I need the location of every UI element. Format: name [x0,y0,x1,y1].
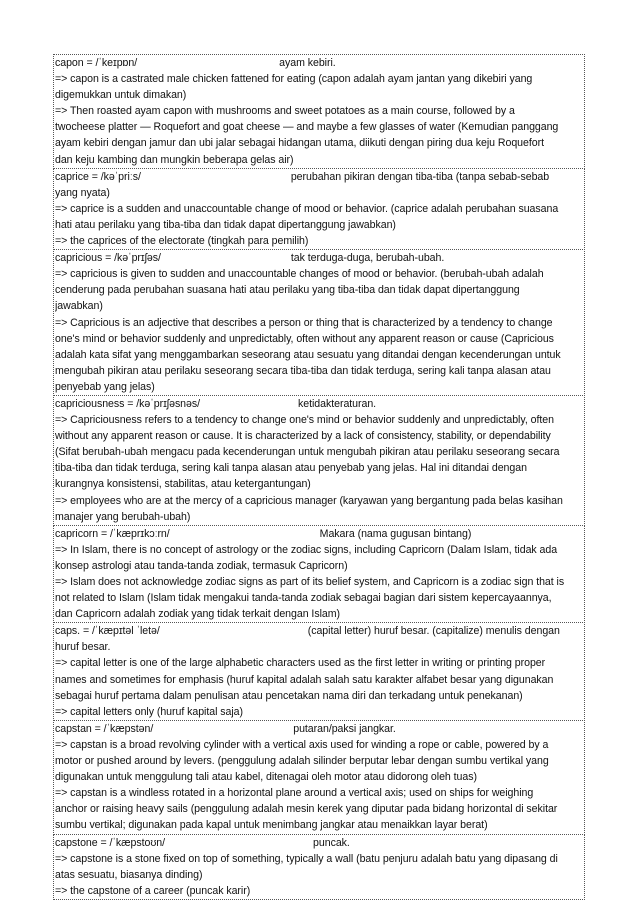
entry-text-line: (Sifat berubah-ubah mengacu pada kecenderungan untuk mengubah pikiran atau perilaku seseorang secara [55,446,560,459]
glossary-entry [53,720,585,835]
entry-text-line: tiba-tiba dan tidak terduga, sering kali tanpa alasan atau penyebab yang jelas. Hal ini ditandai dengan [55,462,527,475]
entry-headword-line [55,835,583,851]
entry-text-line: => capstan is a broad revolving cylinder with a vertical axis used for winding a rope or cable, powered by a [55,738,549,751]
entry-text-line: huruf besar. [55,641,111,654]
headword-pronunciation: capstan = /ˈkæpstən/ [55,722,154,735]
entry-text-line: dan keju kambing dan mungkin beberapa gelas air) [55,153,294,166]
entry-text-line: mengubah pikiran atau perilaku seseorang secara tiba-tiba dan tidak terduga, sering kali tanpa alasan atau [55,364,551,377]
headword-translation: ketidakteraturan. [298,397,377,410]
headword-translation: ayam kebiri. [279,57,336,69]
entry-text-line: twocheese platter — Roquefort and goat cheese — and maybe a few glasses of water (Kemudian panggang [55,121,559,134]
headword-translation: putaran/paksi jangkar. [293,722,396,735]
entry-headword-line [55,526,583,542]
glossary-entry [53,54,585,169]
entry-text-line: jawabkan) [55,300,103,313]
entry-headword-line [55,623,583,639]
entry-text-line: kurangnya konsistensi, stabilitas, atau ketergantungan) [55,478,311,491]
entry-text-line: => capon is a castrated male chicken fattened for eating (capon adalah ayam jantan yang dikebiri yang [55,73,533,86]
entry-text-line: => Islam does not acknowledge zodiac signs as part of its belief system, and Capricorn is a zodiac sign that is [55,576,565,588]
entry-text-line: not related to Islam (Islam tidak mengakui tanda-tanda zodiak sebagai bagian dari sistem kepercayaannya, [55,592,552,605]
entry-text-line: atas sesuatu, biasanya dinding) [55,868,203,881]
headword-translation: puncak. [313,836,350,849]
headword-pronunciation: capriciousness = /kəˈprɪʃəsnəs/ [55,397,201,410]
headword-translation: tak terduga-duga, berubah-ubah. [290,252,445,265]
glossary-document [53,55,585,900]
entry-text-line: => Then roasted ayam capon with mushrooms and sweet potatoes as a main course, followed by a [55,105,515,118]
entry-text-line: => capstan is a windless rotated in a horizontal plane around a vertical axis; used on ships for weighing [55,787,534,800]
entry-text-line: yang nyata) [55,186,110,199]
entry-text-line: names and sometimes for emphasis (huruf kapital adalah salah satu karakter alfabet besar yang digunakan [55,673,554,686]
entry-headword-line [55,396,583,412]
entry-text-line: manajer yang berubah-ubah) [55,510,191,523]
entry-text-line: ayam kebiri dengan jamur dan ubi jalar sebagai hidangan utama, diikuti dengan piring dua keju Roquefort [55,137,544,150]
entry-headword-line [55,169,583,185]
entry-text-line: => In Islam, there is no concept of astrology or the zodiac signs, including Capricorn (Dalam Islam, tidak ada [55,543,558,556]
entry-text-line: digemukkan untuk dimakan) [55,89,187,102]
entry-text-line: => capstone is a stone fixed on top of something, typically a wall (batu penjuru adalah batu yang dipasang di [55,852,558,865]
entry-text-line: digunakan untuk menggulung tali atau kabel, ditenagai oleh motor atau didorong oleh tuas) [55,771,477,784]
entry-text-line: motor or pushed around by levers. (penggulung adalah silinder berputar lebar dengan sumbu vertikal yang [55,755,549,768]
entry-headword-line [55,250,583,266]
entry-text-line: adalah kata sifat yang menggambarkan seseorang atau sesuatu yang ditandai dengan kecenderungan untuk [55,348,561,361]
entry-text-line: => capital letter is one of the large alphabetic characters used as the first letter in writing or printing proper [55,657,546,670]
headword-translation: perubahan pikiran dengan tiba-tiba (tanpa sebab-sebab [290,170,550,183]
entry-text-line: dan Capricorn adalah zodiak yang tidak terkait dengan Islam) [55,608,340,621]
entry-text-line: sumbu vertikal; digunakan pada kapal untuk menimbang jangkar atau menaikkan layar berat) [55,819,488,832]
glossary-entry [53,834,585,900]
entry-text-line: one's mind or behavior suddenly and unpredictably, often without any apparent reason or cause (Capricious [55,332,554,345]
headword-pronunciation: capon = /ˈkeɪpɒn/ [55,57,138,69]
entry-text-line: => the capstone of a career (puncak karir) [55,884,251,897]
glossary-entry [53,525,585,624]
entry-text-line: anchor or raising heavy sails (penggulung adalah mesin kerek yang diputar pada bidang horizontal di sekitar [55,803,558,816]
entry-text-line: => the caprices of the electorate (tingkah para pemilih) [55,235,309,248]
entry-text-line: cenderung pada perubahan suasana hati atau perilaku yang tiba-tiba dan tidak dapat dipertanggung [55,284,520,297]
headword-pronunciation: caps. = /ˈkæpɪtəl ˈletə/ [55,625,160,638]
headword-translation: Makara (nama gugusan bintang) [319,527,472,540]
headword-pronunciation: capstone = /ˈkæpstoʊn/ [55,836,166,849]
glossary-entry [53,249,585,396]
entry-headword-line [55,55,583,71]
entry-text-line: => employees who are at the mercy of a capricious manager (karyawan yang bergantung pada belas kasihan [55,494,563,507]
headword-pronunciation: capricious = /kəˈprɪʃəs/ [55,252,161,265]
entry-text-line: sebagai huruf pertama dalam penulisan atau pencetakan nama diri dan terkadang untuk penekanan) [55,689,523,702]
entry-text-line: penyebab yang jelas) [55,380,155,393]
glossary-entry [53,168,585,250]
entry-text-line: without any apparent reason or cause. It is characterized by a lack of consistency, stability, or dependability [55,430,551,443]
entry-text-line: => capricious is given to sudden and unaccountable changes of mood or behavior. (berubah-ubah adalah [55,268,544,281]
headword-pronunciation: capricorn = /ˈkæprɪkɔːrn/ [55,527,170,540]
entry-text-line: => Capriciousness refers to a tendency to change one's mind or behavior suddenly and unpredictably, often [55,414,554,427]
glossary-entry [53,395,585,526]
headword-translation: (capital letter) huruf besar. (capitalize) menulis dengan [307,625,560,638]
entry-text-line: hati atau perilaku yang tiba-tiba dan tidak dapat dipertanggung jawabkan) [55,218,396,231]
entry-text-line: => capital letters only (huruf kapital saja) [55,705,243,718]
entry-headword-line [55,721,583,737]
entry-text-line: => Capricious is an adjective that describes a person or thing that is characterized by a tendency to change [55,316,553,329]
glossary-entry [53,622,585,721]
entry-text-line: konsep astrologi atau tanda-tanda zodiak, termasuk Capricorn) [55,559,348,572]
headword-pronunciation: caprice = /kəˈpriːs/ [55,170,141,183]
entry-text-line: => caprice is a sudden and unaccountable change of mood or behavior. (caprice adalah perubahan suasana [55,202,559,215]
